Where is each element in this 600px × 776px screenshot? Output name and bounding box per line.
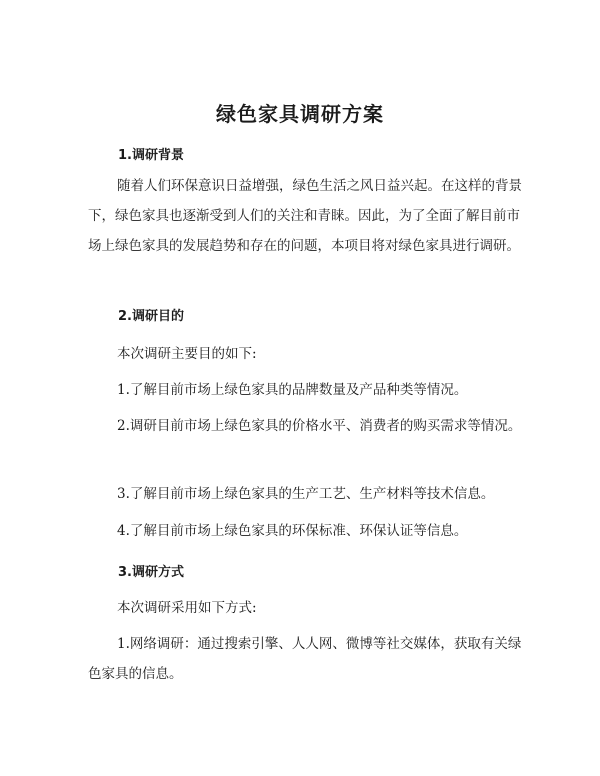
document-title: 绿色家具调研方案 — [216, 102, 384, 126]
paragraph-purpose-item-2: 2.调研目前市场上绿色家具的价格水平、消费者的购买需求等情况。 — [117, 418, 522, 434]
paragraph-method-item-1: 1.网络调研：通过搜索引擎、人人网、微博等社交媒体，获取有关绿色家具的信息。 — [88, 636, 522, 682]
paragraph-purpose-item-4: 4.了解目前市场上绿色家具的环保标准、环保认证等信息。 — [117, 523, 468, 539]
section-heading-method: 3.调研方式 — [118, 565, 184, 580]
section-heading-background: 1.调研背景 — [118, 148, 184, 163]
paragraph-background: 随着人们环保意识日益增强，绿色生活之风日益兴起。在这样的背景下，绿色家具也逐渐受到人们的关注和青睐。因此，为了全面了解目前市场上绿色家具的发展趋势和存在的问题，本项目将对绿色家具进行调研。 — [88, 178, 522, 254]
paragraph-purpose-intro: 本次调研主要目的如下: — [117, 346, 257, 362]
section-heading-purpose: 2.调研目的 — [118, 309, 184, 324]
paragraph-purpose-item-3: 3.了解目前市场上绿色家具的生产工艺、生产材料等技术信息。 — [117, 486, 495, 502]
paragraph-method-intro: 本次调研采用如下方式: — [117, 600, 257, 616]
paragraph-purpose-item-1: 1.了解目前市场上绿色家具的品牌数量及产品种类等情况。 — [117, 382, 468, 398]
